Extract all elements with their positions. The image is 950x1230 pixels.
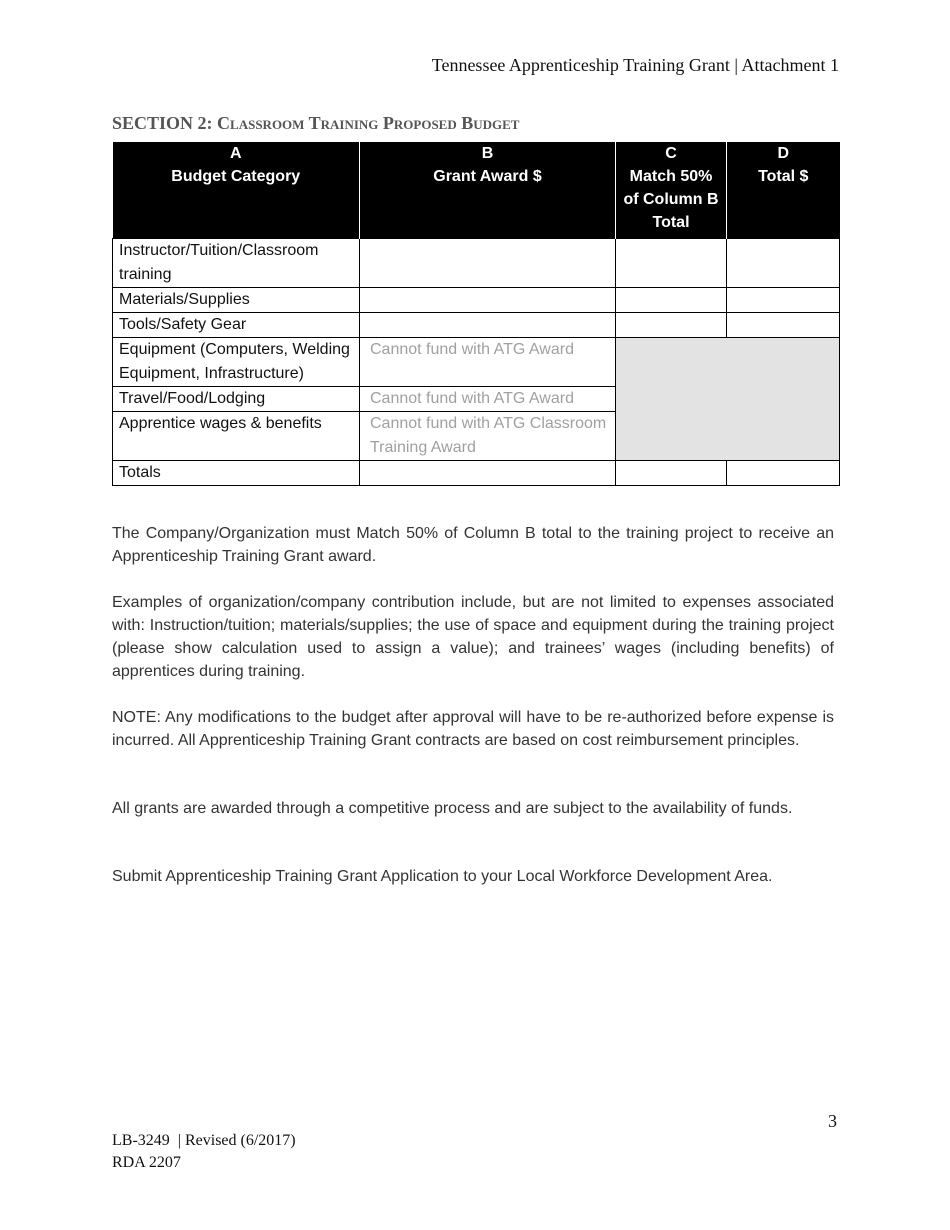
column-letter: D xyxy=(777,145,790,162)
grant-award-cell[interactable] xyxy=(360,238,616,287)
form-revision: LB-3249 | Revised (6/2017) xyxy=(112,1132,296,1149)
page-number: 3 xyxy=(828,1111,837,1131)
rda-number: RDA 2207 xyxy=(112,1154,181,1171)
match-cell[interactable] xyxy=(616,312,727,337)
column-header-d xyxy=(727,142,840,238)
grant-award-note: Cannot fund with ATG Award xyxy=(360,386,616,411)
total-cell[interactable] xyxy=(727,460,840,485)
column-label: Total $ xyxy=(758,168,809,185)
category-cell: Tools/Safety Gear xyxy=(113,312,360,337)
match-cell[interactable] xyxy=(616,460,727,485)
grant-award-cell[interactable] xyxy=(360,460,616,485)
category-cell: Apprentice wages & benefits xyxy=(113,411,360,460)
competitive-process-paragraph: All grants are awarded through a competitive process and are subject to the availability of funds. xyxy=(112,800,793,817)
shaded-not-applicable-cell xyxy=(616,337,840,460)
column-header-c xyxy=(616,142,727,238)
column-letter: B xyxy=(481,145,494,162)
grant-award-cell[interactable] xyxy=(360,287,616,312)
match-cell[interactable] xyxy=(616,287,727,312)
match-requirement-paragraph: The Company/Organization must Match 50% of Column B total to the training project to receive an Apprenticeship Training Grant award. xyxy=(112,525,834,565)
match-cell[interactable] xyxy=(616,238,727,287)
grant-award-note: Cannot fund with ATG Award xyxy=(360,337,616,386)
contribution-examples-paragraph: Examples of organization/company contribution include, but are not limited to expenses associated with: Instruction/tuition; materials/supplies; the use of space and equipment during the training project (please show calculation used to assign a value); and trainees’ wages (including benefits) of apprentices during training. xyxy=(112,594,834,680)
grant-award-note: Cannot fund with ATG Classroom Training Award xyxy=(360,411,616,460)
table-row xyxy=(113,287,840,312)
table-header-row xyxy=(113,142,840,238)
column-header-a xyxy=(113,142,360,238)
section-prefix: SECTION 2: xyxy=(112,113,218,133)
total-cell[interactable] xyxy=(727,287,840,312)
section-title xyxy=(112,113,519,134)
column-label: Budget Category xyxy=(171,168,301,185)
category-cell: Equipment (Computers, Welding Equipment, Infrastructure) xyxy=(113,337,360,386)
column-letter: C xyxy=(665,145,677,162)
column-label: Match 50% of Column B Total xyxy=(623,168,719,231)
page-footer xyxy=(112,1130,296,1174)
total-cell[interactable] xyxy=(727,312,840,337)
table-row xyxy=(113,337,840,386)
column-letter: A xyxy=(229,145,242,162)
total-cell[interactable] xyxy=(727,238,840,287)
category-cell: Materials/Supplies xyxy=(113,287,360,312)
page-header: Tennessee Apprenticeship Training Grant | Attachment 1 xyxy=(431,55,839,75)
category-cell: Instructor/Tuition/Classroom training xyxy=(113,238,360,287)
table-row xyxy=(113,312,840,337)
category-cell: Totals xyxy=(113,460,360,485)
grant-award-cell[interactable] xyxy=(360,312,616,337)
category-cell: Travel/Food/Lodging xyxy=(113,386,360,411)
note-paragraph: NOTE: Any modifications to the budget after approval will have to be re-authorized before expense is incurred. All Apprenticeship Training Grant contracts are based on cost reimbursement principles. xyxy=(112,709,834,749)
submit-instructions-paragraph: Submit Apprenticeship Training Grant Application to your Local Workforce Development Area. xyxy=(112,868,773,885)
column-header-b xyxy=(360,142,616,238)
budget-table xyxy=(112,142,840,486)
totals-row xyxy=(113,460,840,485)
column-label: Grant Award $ xyxy=(433,168,542,185)
table-row xyxy=(113,238,840,287)
section-heading: Classroom Training Proposed Budget xyxy=(217,113,520,133)
